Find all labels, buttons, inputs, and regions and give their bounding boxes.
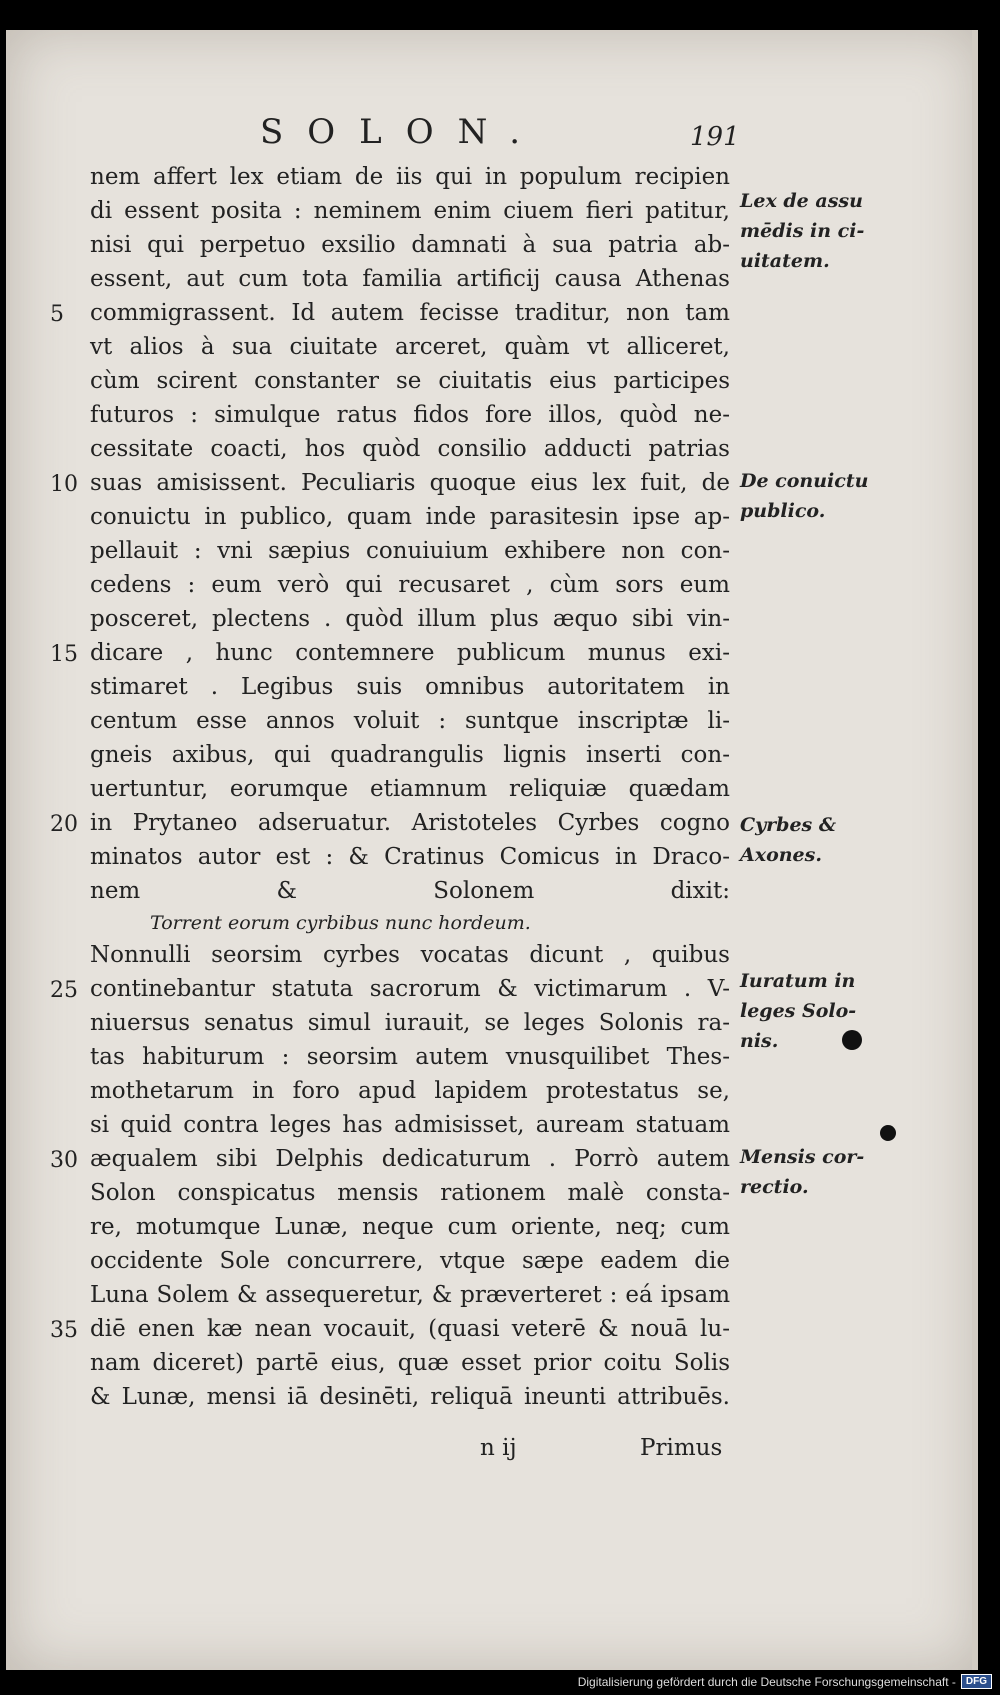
line-text: cùm scirent constanter se ciuitatis eius participes [90, 368, 730, 394]
line-text: nem & Solonem dixit: [90, 878, 730, 904]
credit-text: Digitalisierung gefördert durch die Deutsche Forschungsgemeinschaft - [577, 1674, 956, 1689]
line-text: uertuntur, eorumque etiamnum reliquiæ quædam [90, 776, 730, 802]
line-text: vt alios à sua ciuitate arceret, quàm vt alliceret, [90, 334, 730, 360]
text-line [10, 1316, 978, 1350]
margin-note-line: publico. [740, 500, 826, 522]
margin-note-de-conuictu [740, 466, 870, 526]
line-text: & Lunæ, mensi iā desinēti, reliquā ineunti attribuēs. [90, 1384, 730, 1410]
line-text: Luna Solem & assequeretur, & præverteret : eá ipsam [90, 1282, 730, 1308]
signature-mark: n ij [480, 1435, 517, 1461]
line-text: pellauit : vni sæpius conuiuium exhibere non con- [90, 538, 730, 564]
text-line [10, 368, 978, 402]
margin-note-line: Axones. [740, 844, 822, 866]
line-text: conuictu in publico, quam inde parasitesin ipse ap- [90, 504, 730, 530]
line-text: si quid contra leges has admisisset, auream statuam [90, 1112, 730, 1138]
text-line [10, 640, 978, 674]
line-text: in Prytaneo adseruatur. Aristoteles Cyrbes cogno [90, 810, 730, 836]
line-text: æqualem sibi Delphis dedicaturum . Porrò autem [90, 1146, 730, 1172]
line-text: continebantur statuta sacrorum & victimarum . V- [90, 976, 730, 1002]
text-line [10, 1112, 978, 1146]
line-text: niuersus senatus simul iurauit, se leges Solonis ra- [90, 1010, 730, 1036]
margin-note-line: uitatem. [740, 250, 830, 272]
catchword: Primus [640, 1435, 723, 1461]
text-line [10, 1282, 978, 1316]
line-text: occidente Sole concurrere, vtque sæpe eadem die [90, 1248, 730, 1274]
margin-note-line: Mensis cor- [740, 1146, 865, 1168]
main-text-block [10, 164, 978, 1418]
line-number: 20 [50, 812, 78, 837]
line-text: nam diceret) partē eius, quæ esset prior coitu Solis [90, 1350, 730, 1376]
text-line [10, 334, 978, 368]
margin-note-line: De conuictu [740, 470, 869, 492]
line-text: nisi qui perpetuo exsilio damnati à sua patria ab- [90, 232, 730, 258]
margin-note-line: rectio. [740, 1176, 809, 1198]
line-text: re, motumque Lunæ, neque cum oriente, neq; cum [90, 1214, 730, 1240]
line-text: posceret, plectens . quòd illum plus æquo sibi vin- [90, 606, 730, 632]
line-text: Torrent eorum cyrbibus nunc hordeum. [150, 912, 531, 934]
text-line [10, 878, 978, 912]
line-text: tas habiturum : seorsim autem vnusquilibet Thes- [90, 1044, 730, 1070]
margin-note-lex-de-assumendis [740, 186, 870, 276]
line-text: di essent posita : neminem enim ciuem fieri patitur, [90, 198, 730, 224]
line-text: cessitate coacti, hos quòd consilio adducti patrias [90, 436, 730, 462]
line-number: 30 [50, 1148, 78, 1173]
margin-note-cyrbes [740, 810, 870, 870]
ink-blot [842, 1030, 862, 1050]
margin-note-line: mēdis in ci- [740, 220, 865, 242]
text-line [10, 402, 978, 436]
line-number: 10 [50, 472, 78, 497]
line-text: mothetarum in foro apud lapidem protestatus se, [90, 1078, 730, 1104]
line-number: 35 [50, 1318, 78, 1343]
text-line [10, 776, 978, 810]
line-text: Nonnulli seorsim cyrbes vocatas dicunt , quibus [90, 942, 730, 968]
text-line [10, 708, 978, 742]
text-line [10, 1384, 978, 1418]
text-line [10, 742, 978, 776]
digitization-credit [578, 1674, 992, 1689]
margin-note-line: Iuratum in [740, 970, 856, 992]
line-text: minatos autor est : & Cratinus Comicus in Draco- [90, 844, 730, 870]
margin-note-line: Lex de assu [740, 190, 863, 212]
text-line [10, 674, 978, 708]
margin-note-line: Cyrbes & [740, 814, 837, 836]
text-line [10, 606, 978, 640]
line-number: 5 [50, 302, 64, 327]
page-number: 191 [690, 122, 740, 152]
line-text: suas amisissent. Peculiaris quoque eius lex fuit, de [90, 470, 730, 496]
line-text: diē enen kæ nean vocauit, (quasi veterē & nouā lu- [90, 1316, 730, 1342]
text-line [10, 538, 978, 572]
text-line [10, 1214, 978, 1248]
margin-note-line: leges Solo- [740, 1000, 857, 1022]
line-number: 15 [50, 642, 78, 667]
margin-note-mensis [740, 1142, 870, 1202]
line-number: 25 [50, 978, 78, 1003]
line-text: cedens : eum verò qui recusaret , cùm sors eum [90, 572, 730, 598]
line-text: gneis axibus, qui quadrangulis lignis inserti con- [90, 742, 730, 768]
text-line [10, 436, 978, 470]
verse-quotation-line [10, 912, 978, 942]
dfg-logo-icon: DFG [961, 1674, 992, 1689]
line-text: essent, aut cum tota familia artificij causa Athenas [90, 266, 730, 292]
line-text: stimaret . Legibus suis omnibus autoritatem in [90, 674, 730, 700]
line-text: commigrassent. Id autem fecisse traditur, non tam [90, 300, 730, 326]
margin-note-line: nis. [740, 1030, 779, 1052]
line-text: dicare , hunc contemnere publicum munus exi- [90, 640, 730, 666]
line-text: nem affert lex etiam de iis qui in populum recipien [90, 164, 730, 190]
running-header: SOLON. [260, 112, 545, 152]
book-page [6, 30, 978, 1670]
line-text: centum esse annos voluit : suntque inscriptæ li- [90, 708, 730, 734]
line-text: Solon conspicatus mensis rationem malè consta- [90, 1180, 730, 1206]
ink-blot [880, 1125, 896, 1141]
text-line [10, 1248, 978, 1282]
text-line [10, 1078, 978, 1112]
line-text: futuros : simulque ratus fidos fore illos, quòd ne- [90, 402, 730, 428]
text-line [10, 1350, 978, 1384]
text-line [10, 300, 978, 334]
text-line [10, 572, 978, 606]
